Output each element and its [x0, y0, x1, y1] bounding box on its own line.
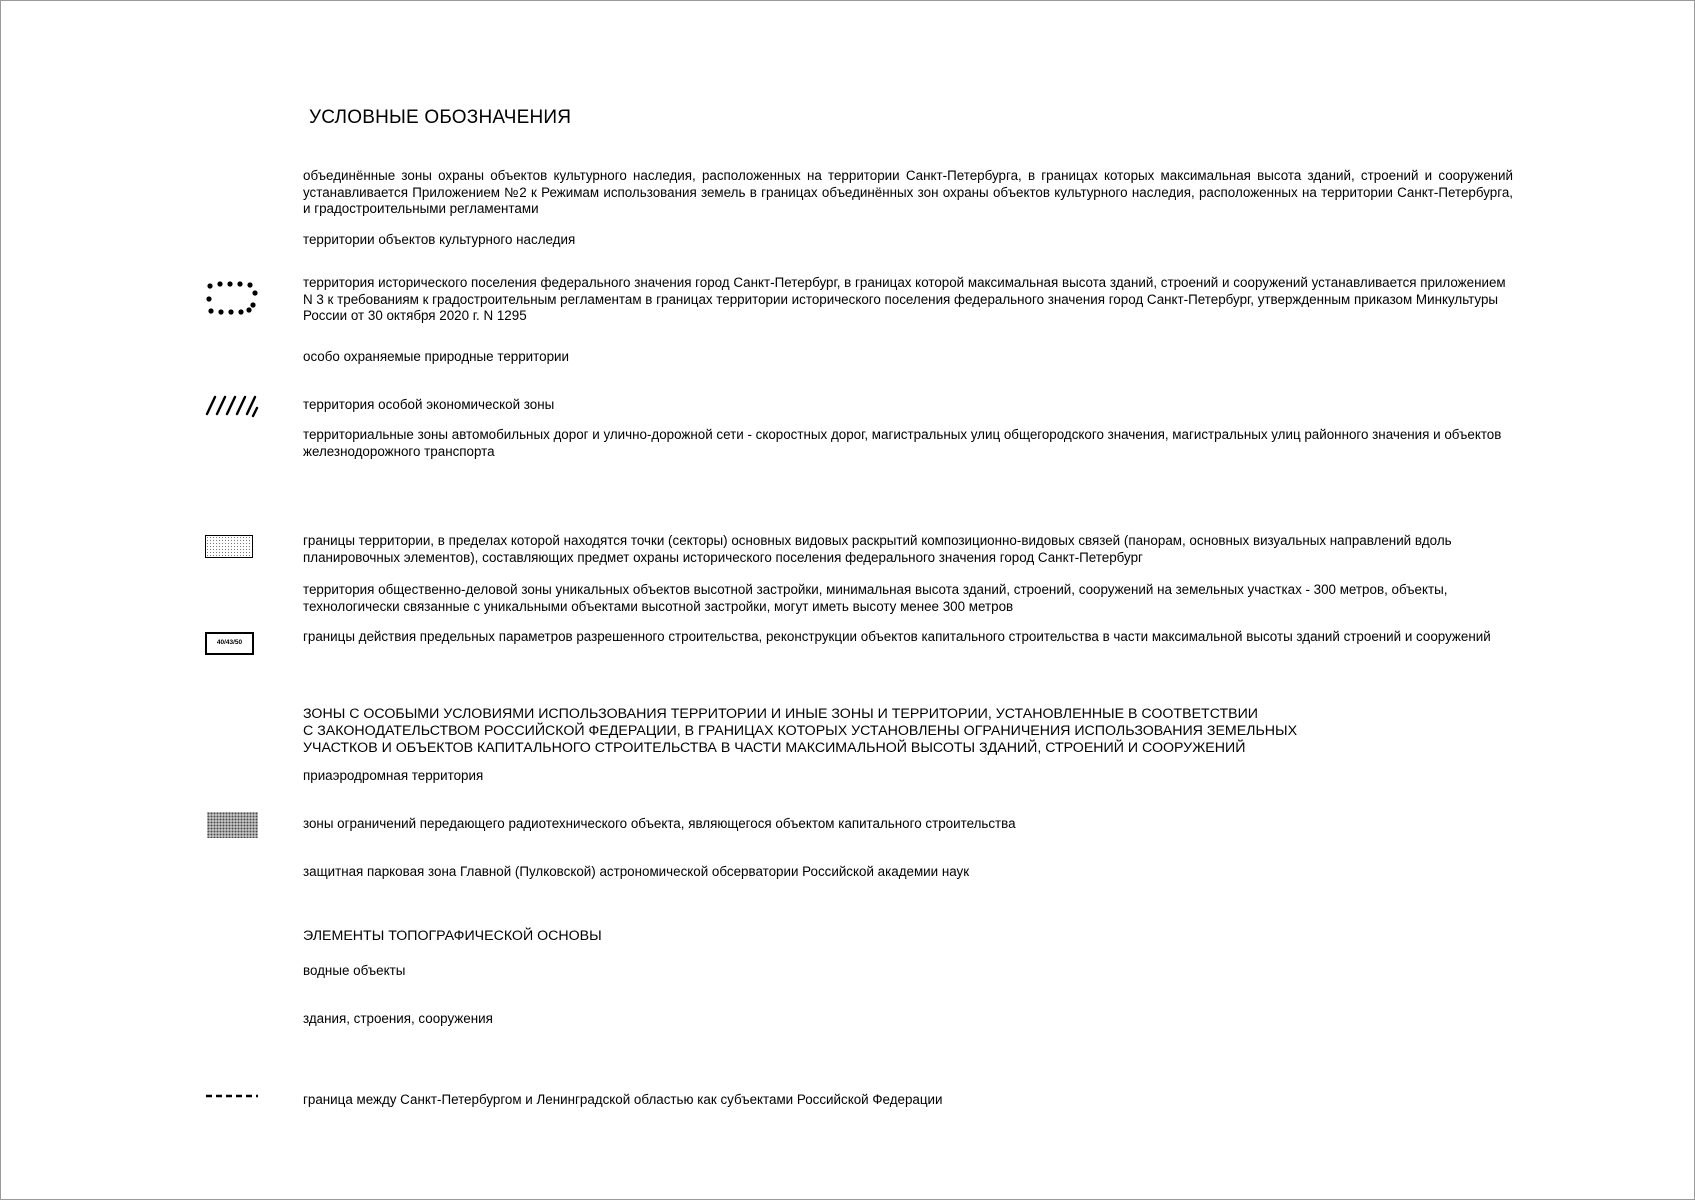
legend-item-protected-natural-areas: особо охраняемые природные территории: [303, 349, 569, 364]
height-limit-box-symbol: 40/43/50: [205, 632, 254, 655]
zones-heading-line-1: ЗОНЫ С ОСОБЫМИ УСЛОВИЯМИ ИСПОЛЬЗОВАНИЯ ТЕРРИТОРИИ И ИНЫЕ ЗОНЫ И ТЕРРИТОРИИ, УСТАНОВЛЕННЫЕ В СООТВЕТСТВИИ: [303, 706, 1258, 722]
legend-item-cultural-heritage-zones: объединённые зоны охраны объектов культурного наследия, расположенных на территории Санкт-Петербурга, в границах которых максимальная высота зданий, строений и сооружений устанавливается Приложением №2 к Режимам использования земель в границах объединённых зон охраны объектов культурного наследия, расположенных на территории Санкт-Петербурга, и градостроительными регламентами: [303, 168, 1513, 216]
historic-settlement-dotted-symbol: [205, 280, 261, 318]
topo-item-region-boundary: граница между Санкт-Петербургом и Ленинградской областью как субъектами Российской Федерации: [303, 1092, 943, 1107]
legend-item-view-sectors: границы территории, в пределах которой находятся точки (секторы) основных видовых раскрытий композиционно-видовых связей (панорам, основных визуальных направлений вдоль планировочных элементов), составляющих предмет охраны исторического поселения федерального значения город Санкт-Петербург: [303, 533, 1452, 565]
topo-item-buildings: здания, строения, сооружения: [303, 1011, 493, 1026]
legend-item-cultural-heritage-territories: территории объектов культурного наследия: [303, 232, 576, 247]
radio-restriction-zone-symbol: [207, 812, 258, 838]
legend-item-special-economic-zone: территория особой экономической зоны: [303, 397, 555, 412]
topo-item-water-objects: водные объекты: [303, 963, 406, 978]
zone-item-radio-restriction: зоны ограничений передающего радиотехнического объекта, являющегося объектом капитального строительства: [303, 816, 1016, 831]
zones-heading-line-3: УЧАСТКОВ И ОБЪЕКТОВ КАПИТАЛЬНОГО СТРОИТЕЛЬСТВА В ЧАСТИ МАКСИМАЛЬНОЙ ВЫСОТЫ ЗДАНИЙ, СТРОЕНИЙ И СООРУЖЕНИЙ: [303, 740, 1246, 756]
zones-section-heading: [303, 706, 1503, 757]
region-boundary-dashed-line-symbol: [205, 1093, 259, 1099]
zone-item-pulkovo-park-zone: защитная парковая зона Главной (Пулковской) астрономической обсерватории Российской академии наук: [303, 864, 970, 879]
legend-item-historic-settlement: территория исторического поселения федерального значения город Санкт-Петербург, в границах которой максимальная высота зданий, строений и сооружений устанавливается приложением N 3 к требованиям к градостроительным регламентам в границах территории исторического поселения федерального значения город Санкт-Петербург, утвержденным приказом Минкультуры России от 30 октября 2020 г. N 1295: [303, 275, 1506, 323]
zone-item-airfield-territory: приаэродромная территория: [303, 768, 484, 783]
topo-section-heading: ЭЛЕМЕНТЫ ТОПОГРАФИЧЕСКОЙ ОСНОВЫ: [303, 928, 602, 944]
legend-item-road-transport-zones: территориальные зоны автомобильных дорог и улично-дорожной сети - скоростных дорог, магистральных улиц общегородского значения, магистральных улиц районного значения и объектов железнодорожного транспорта: [303, 427, 1502, 459]
legend-title: УСЛОВНЫЕ ОБОЗНАЧЕНИЯ: [309, 107, 572, 128]
view-sectors-dotted-box-symbol: [205, 535, 253, 558]
legend-item-high-rise-business-zone: территория общественно-деловой зоны уникальных объектов высотной застройки, минимальная высота зданий, строений, сооружений на земельных участках - 300 метров, объекты, технологически связанные с уникальными объектами высотной застройки, могут иметь высоту менее 300 метров: [303, 582, 1448, 614]
legend-item-height-limits: границы действия предельных параметров разрешенного строительства, реконструкции объектов капитального строительства в части максимальной высоты зданий строений и сооружений: [303, 629, 1491, 644]
zones-heading-line-2: С ЗАКОНОДАТЕЛЬСТВОМ РОССИЙСКОЙ ФЕДЕРАЦИИ, В ГРАНИЦАХ КОТОРЫХ УСТАНОВЛЕНЫ ОГРАНИЧЕНИЯ ИСПОЛЬЗОВАНИЯ ЗЕМЕЛЬНЫХ: [303, 723, 1298, 739]
economic-zone-hatch-symbol: [205, 394, 261, 418]
